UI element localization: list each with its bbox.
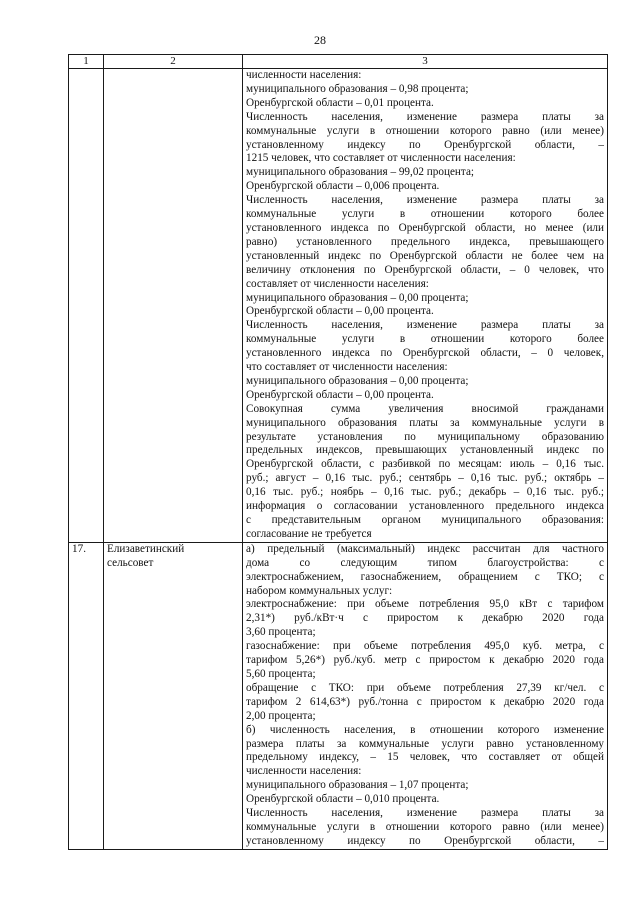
text-line: Оренбургской области – 0,006 процента. — [246, 180, 440, 193]
text-line: Оренбургской области – 0,010 процента. — [246, 793, 440, 806]
text-line: муниципального образования – 0,00 процента; — [246, 374, 469, 387]
text-line: Численность населения, изменение размера платы за — [246, 194, 604, 207]
text-line: коммунальные услуги в отношении которого равно (или менее) — [246, 124, 604, 137]
text-line: муниципального образования – 99,02 процента; — [246, 166, 475, 179]
text-line: установленному индексу по Оренбургской области, – — [246, 138, 604, 151]
text-line: с представительным органом муниципального образования: — [246, 514, 604, 526]
text-line: дома со следующим типом благоустройства: с — [246, 556, 604, 569]
text-line: 2,31*) руб./кВт·ч с приростом к декабрю 2020 года — [246, 612, 604, 625]
text-line: электроснабжением, газоснабжением, обращением с ТКО; с — [246, 570, 604, 583]
table-row — [69, 542, 608, 849]
header-col-2: 2 — [104, 55, 243, 69]
text-line: муниципального образования платы за коммунальные услуги в — [246, 416, 604, 429]
text-line: Оренбургской области – 0,01 процента. — [246, 96, 434, 109]
text-line: Численность населения, изменение размера платы за — [246, 110, 604, 123]
text-line: численности населения: — [246, 765, 362, 778]
text-line: коммунальные услуги в отношении которого равно (или менее) — [246, 820, 604, 833]
text-line: что составляет от численности населения: — [246, 361, 448, 374]
text-line: установленного индекса по Оренбургской области, но менее (или — [246, 221, 604, 234]
text-line: установленного индекса по Оренбургской области, – 0 человек, — [246, 347, 604, 360]
text-line: 2,00 процента; — [246, 709, 316, 722]
table-header-row — [69, 55, 608, 69]
header-col-3: 3 — [243, 55, 608, 69]
text-line: Оренбургской области, с разбивкой по месяцам: июль – 0,16 тыс. — [246, 458, 604, 471]
text-line: составляет от численности населения: — [246, 277, 429, 290]
row-number-cell — [69, 69, 104, 543]
header-col-1: 1 — [69, 55, 104, 69]
text-line: коммунальные услуги в отношении которого более — [246, 333, 604, 346]
text-line: 0,16 тыс. руб.; ноябрь – 0,16 тыс. руб.; декабрь – 0,16 тыс. руб.; — [246, 486, 604, 499]
table-row — [69, 69, 608, 543]
text-line: установленный индекс по Оренбургской области не более чем на — [246, 249, 604, 262]
municipality-name-line: Елизаветинский — [107, 542, 185, 555]
text-line: результате установления по муниципальному образованию — [246, 430, 604, 443]
text-line: обращение с ТКО: при объеме потребления 27,39 кг/чел. с — [246, 681, 604, 694]
text-line: Численность населения, изменение размера платы за — [246, 319, 604, 332]
row-content-cell — [243, 69, 608, 543]
text-line: муниципального образования – 1,07 процента; — [246, 779, 469, 792]
text-line: согласование не требуется — [246, 527, 372, 540]
text-line: 3,60 процента; — [246, 626, 316, 639]
text-line: величину отклонения по Оренбургской области, – 0 человек, что — [246, 263, 604, 276]
text-line: предельных индексов, превышающих установленный индекс по — [246, 444, 604, 457]
page-number: 28 — [314, 33, 326, 47]
row-name-cell — [104, 69, 243, 543]
text-line: набором коммунальных услуг: — [246, 584, 393, 597]
text-line: руб.; август – 0,16 тыс. руб.; сентябрь – 0,16 тыс. руб.; октябрь – — [246, 472, 604, 485]
text-line: Оренбургской области – 0,00 процента. — [246, 388, 434, 401]
text-line: муниципального образования – 0,98 процента; — [246, 82, 469, 95]
text-line: установленному индексу по Оренбургской области, – — [246, 834, 604, 847]
text-line: а) предельный (максимальный) индекс рассчитан для частного — [246, 542, 604, 555]
text-line: муниципального образования – 0,00 процента; — [246, 291, 469, 304]
text-line: размера платы за коммунальные услуги равно установленному — [246, 737, 604, 750]
text-line: Совокупная сумма увеличения вносимой гражданами — [246, 402, 604, 415]
text-line: б) численность населения, в отношении которого изменение — [246, 723, 604, 736]
row-content-cell — [243, 542, 608, 849]
text-line: равно) установленного предельного индекса, превышающего — [246, 235, 604, 248]
text-line: 1215 человек, что составляет от численности населения: — [246, 152, 516, 165]
municipality-name-line: сельсовет — [107, 556, 154, 569]
text-line: информация о согласовании установленного предельного индекса — [246, 500, 604, 513]
text-line: электроснабжение: при объеме потребления 95,0 кВт с тарифом — [246, 598, 604, 611]
row-name-cell — [104, 542, 243, 849]
row-number-cell: 17. — [69, 542, 104, 849]
text-line: газоснабжение: при объеме потребления 495,0 куб. метра, с — [246, 640, 604, 653]
text-line: коммунальные услуги в отношении которого более — [246, 208, 604, 221]
text-line: численности населения: — [246, 69, 362, 81]
text-line: тарифом 2 614,63*) руб./тонна с приростом к декабрю 2020 года — [246, 695, 604, 708]
text-line: предельному индексу, – 15 человек, что составляет от общей — [246, 751, 604, 764]
text-line: Оренбургской области – 0,00 процента. — [246, 305, 434, 318]
text-line: Численность населения, изменение размера платы за — [246, 807, 604, 820]
text-line: тарифом 5,26*) руб./куб. метр с приростом к декабрю 2020 года — [246, 654, 604, 667]
text-line: 5,60 процента; — [246, 667, 316, 680]
document-table — [68, 54, 608, 850]
